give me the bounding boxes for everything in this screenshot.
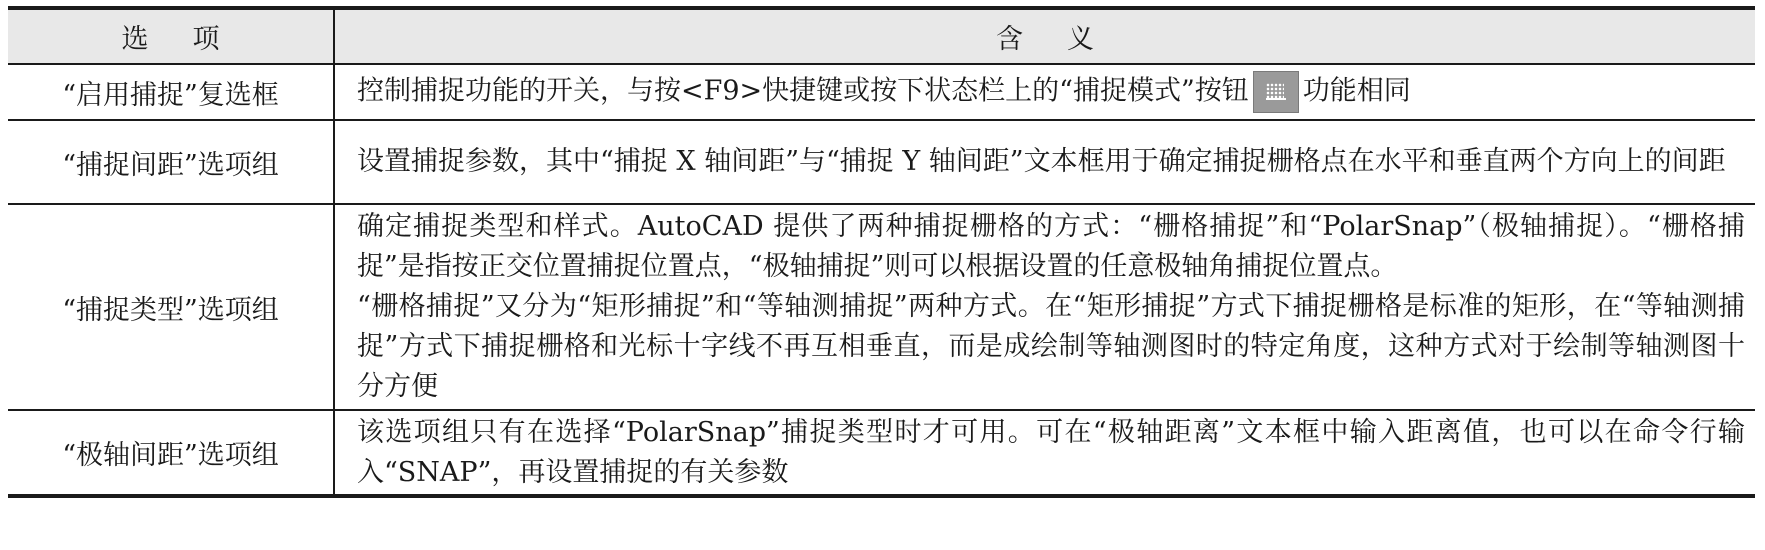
- options-table: [8, 6, 1755, 498]
- table-row: [8, 64, 1755, 120]
- meaning-cell: 该选项组只有在选择“PolarSnap”捕捉类型时才可用。可在“极轴距离”文本框中输入距离值，也可以在命令行输入“SNAP”，再设置捕捉的有关参数: [334, 410, 1755, 496]
- option-cell: “捕捉间距”选项组: [8, 120, 334, 204]
- meaning-paragraph-2: “栅格捕捉”又分为“矩形捕捉”和“等轴测捕捉”两种方式。在“矩形捕捉”方式下捕捉栅格是标准的矩形，在“等轴测捕捉”方式下捕捉栅格和光标十字线不再互相垂直，而是成绘制等轴测图时的特定角度，这种方式对于绘制等轴测图十分方便: [357, 291, 1745, 402]
- table-row: [8, 120, 1755, 204]
- table-row: [8, 204, 1755, 410]
- snap-mode-grid-icon[interactable]: [1253, 71, 1299, 113]
- header-option-label: 选项: [121, 24, 264, 55]
- option-cell: “捕捉类型”选项组: [8, 204, 334, 410]
- header-option: [8, 8, 334, 64]
- option-cell: “极轴间距”选项组: [8, 410, 334, 496]
- options-table-wrapper: [8, 6, 1755, 498]
- table-header-row: [8, 8, 1755, 64]
- header-meaning-label: 含义: [996, 24, 1138, 55]
- meaning-text: 控制捕捉功能的开关，与按<F9>快捷键或按下状态栏上的“捕捉模式”按钮: [357, 75, 1249, 107]
- meaning-cell: 设置捕捉参数，其中“捕捉 X 轴间距”与“捕捉 Y 轴间距”文本框用于确定捕捉栅格点在水平和垂直两个方向上的间距: [334, 120, 1755, 204]
- meaning-paragraph-1: 确定捕捉类型和样式。AutoCAD 提供了两种捕捉栅格的方式：“栅格捕捉”和“PolarSnap”（极轴捕捉）。“栅格捕捉”是指按正交位置捕捉位置点，“极轴捕捉”则可以根据设置的任意极轴角捕捉位置点。: [357, 211, 1745, 282]
- meaning-text: 功能相同: [1302, 75, 1411, 107]
- option-cell: “启用捕捉”复选框: [8, 64, 334, 120]
- meaning-cell: [334, 204, 1755, 410]
- header-meaning: [334, 8, 1755, 64]
- table-row: [8, 410, 1755, 496]
- meaning-cell: [334, 64, 1755, 120]
